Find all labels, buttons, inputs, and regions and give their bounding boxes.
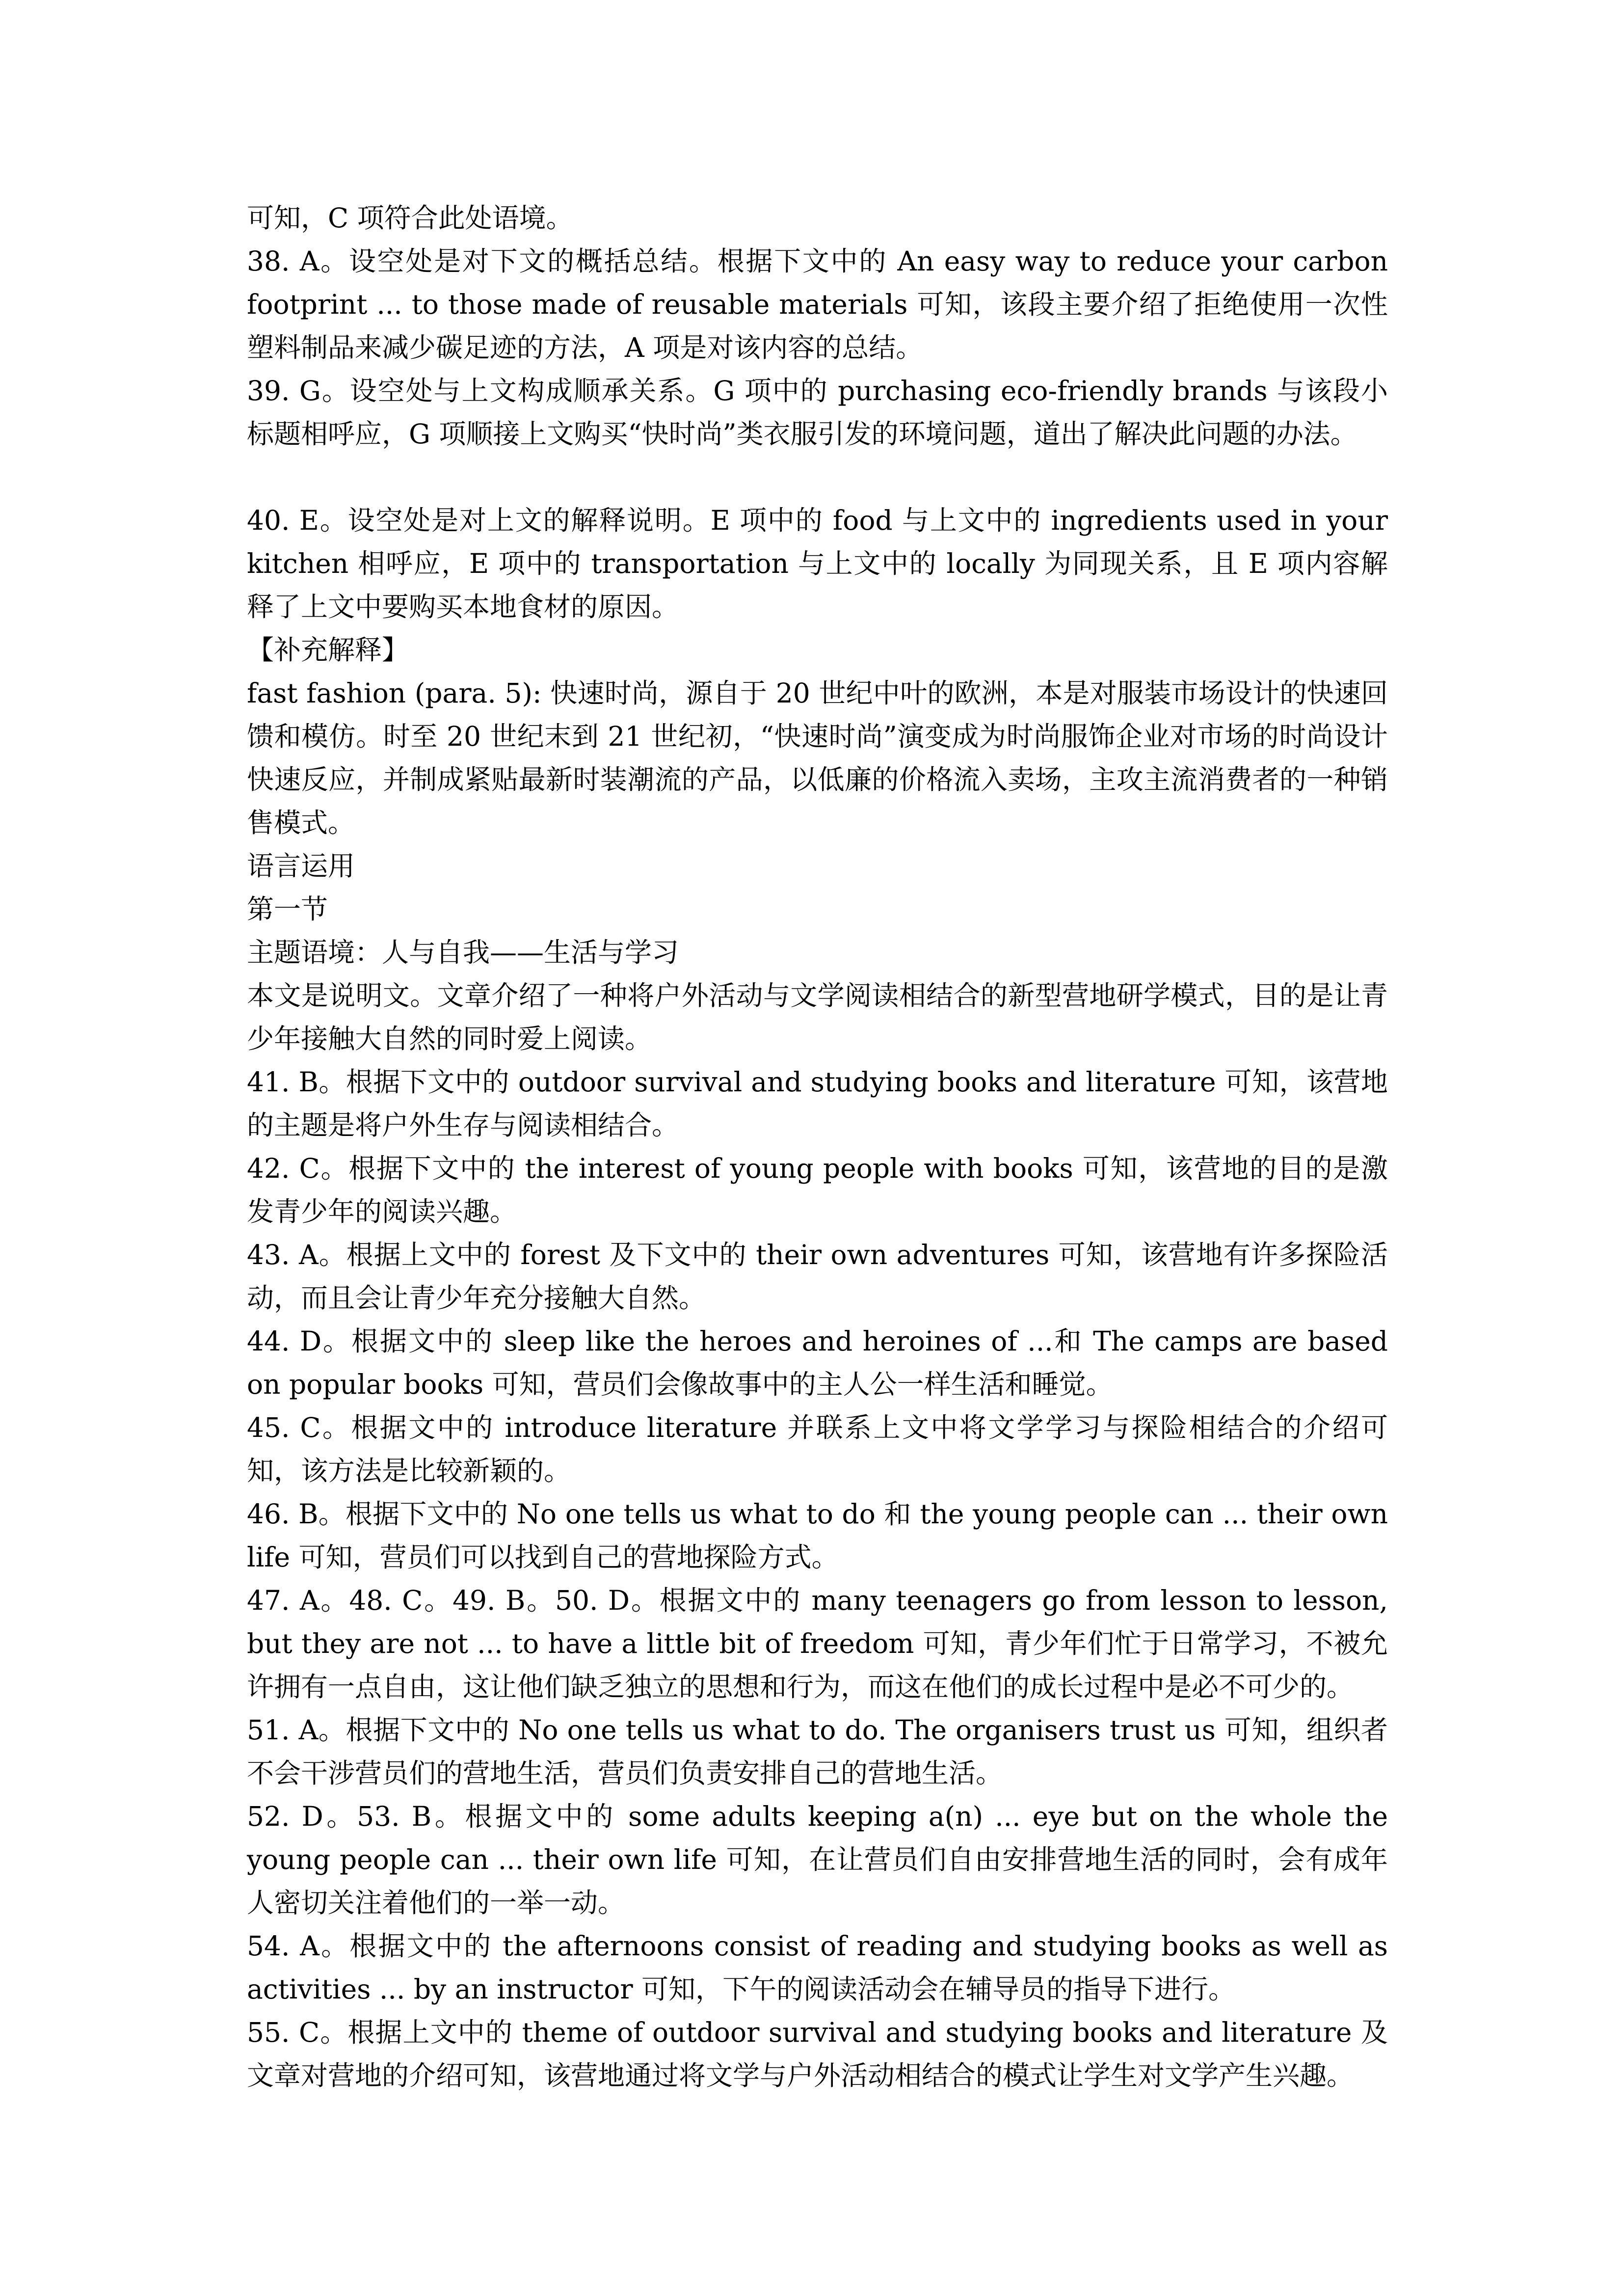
answer-47-50: 47. A。48. C。49. B。50. D。根据文中的 many teenagers go from lesson to lesson, but they are not ... to have a little bit of freedom 可知，青少年们忙于日常学习，不被允许拥有一点自由，这让他们缺乏独立的思想和行为，而这在他们的成长过程中是必不可少的。 bbox=[247, 1585, 1388, 1702]
answer-52-53: 52. D。53. B。根据文中的 some adults keeping a(n) ... eye but on the whole the young people can ... their own life 可知，在让营员们自由安排营地生活的同时，会有成年人密切关注着他们的一举一动。 bbox=[247, 1801, 1388, 1918]
supplement-body: fast fashion (para. 5): 快速时尚，源自于 20 世纪中叶的欧洲，本是对服装市场设计的快速回馈和模仿。时至 20 世纪末到 21 世纪初，“快速时尚”演变成为时尚服饰企业对市场的时尚设计快速反应，并制成紧贴最新时装潮流的产品，以低廉的价格流入卖场，主攻主流消费者的一种销售模式。 bbox=[247, 677, 1388, 838]
answer-45: 45. C。根据文中的 introduce literature 并联系上文中将文学学习与探险相结合的介绍可知，该方法是比较新颖的。 bbox=[247, 1412, 1388, 1486]
section-heading-language-use: 语言运用 bbox=[247, 850, 355, 882]
answer-54: 54. A。根据文中的 the afternoons consist of reading and studying books as well as activities ... by an instructor 可知，下午的阅读活动会在辅导员的指导下进行。 bbox=[247, 1930, 1388, 2005]
answer-51: 51. A。根据下文中的 No one tells us what to do. The organisers trust us 可知，组织者不会干涉营员们的营地生活，营员们负责安排自己的营地生活。 bbox=[247, 1714, 1388, 1789]
continuation-line: 可知，C 项符合此处语境。 bbox=[247, 202, 573, 234]
supplement-heading: 【补充解释】 bbox=[247, 634, 409, 666]
answer-key-document bbox=[247, 196, 1388, 2097]
answer-40: 40. E。设空处是对上文的解释说明。E 项中的 food 与上文中的 ingredients used in your kitchen 相呼应，E 项中的 transportation 与上文中的 locally 为同现关系，且 E 项内容解释了上文中要购买本地食材的原因。 bbox=[247, 505, 1388, 622]
answer-55: 55. C。根据上文中的 theme of outdoor survival and studying books and literature 及文章对营地的介绍可知，该营地通过将文学与户外活动相结合的模式让学生对文学产生兴趣。 bbox=[247, 2017, 1388, 2091]
answer-41: 41. B。根据下文中的 outdoor survival and studying books and literature 可知，该营地的主题是将户外生存与阅读相结合。 bbox=[247, 1066, 1388, 1141]
passage-intro: 本文是说明文。文章介绍了一种将户外活动与文学阅读相结合的新型营地研学模式，目的是让青少年接触大自然的同时爱上阅读。 bbox=[247, 980, 1388, 1054]
section-heading-part-one: 第一节 bbox=[247, 893, 328, 925]
answer-46: 46. B。根据下文中的 No one tells us what to do 和 the young people can ... their own life 可知，营员们可以找到自己的营地探险方式。 bbox=[247, 1498, 1388, 1573]
answer-39: 39. G。设空处与上文构成顺承关系。G 项中的 purchasing eco-friendly brands 与该段小标题相呼应，G 项顺接上文购买“快时尚”类衣服引发的环境问题，道出了解决此问题的办法。 bbox=[247, 375, 1388, 450]
answer-38: 38. A。设空处是对下文的概括总结。根据下文中的 An easy way to reduce your carbon footprint ... to those made of reusable materials 可知，该段主要介绍了拒绝使用一次性塑料制品来减少碳足迹的方法，A 项是对该内容的总结。 bbox=[247, 245, 1388, 363]
theme-context: 主题语境：人与自我——生活与学习 bbox=[247, 937, 679, 968]
answer-43: 43. A。根据上文中的 forest 及下文中的 their own adventures 可知，该营地有许多探险活动，而且会让青少年充分接触大自然。 bbox=[247, 1239, 1388, 1314]
answer-42: 42. C。根据下文中的 the interest of young people with books 可知，该营地的目的是激发青少年的阅读兴趣。 bbox=[247, 1153, 1388, 1227]
answer-44: 44. D。根据文中的 sleep like the heroes and heroines of ...和 The camps are based on popular books 可知，营员们会像故事中的主人公一样生活和睡觉。 bbox=[247, 1325, 1388, 1400]
